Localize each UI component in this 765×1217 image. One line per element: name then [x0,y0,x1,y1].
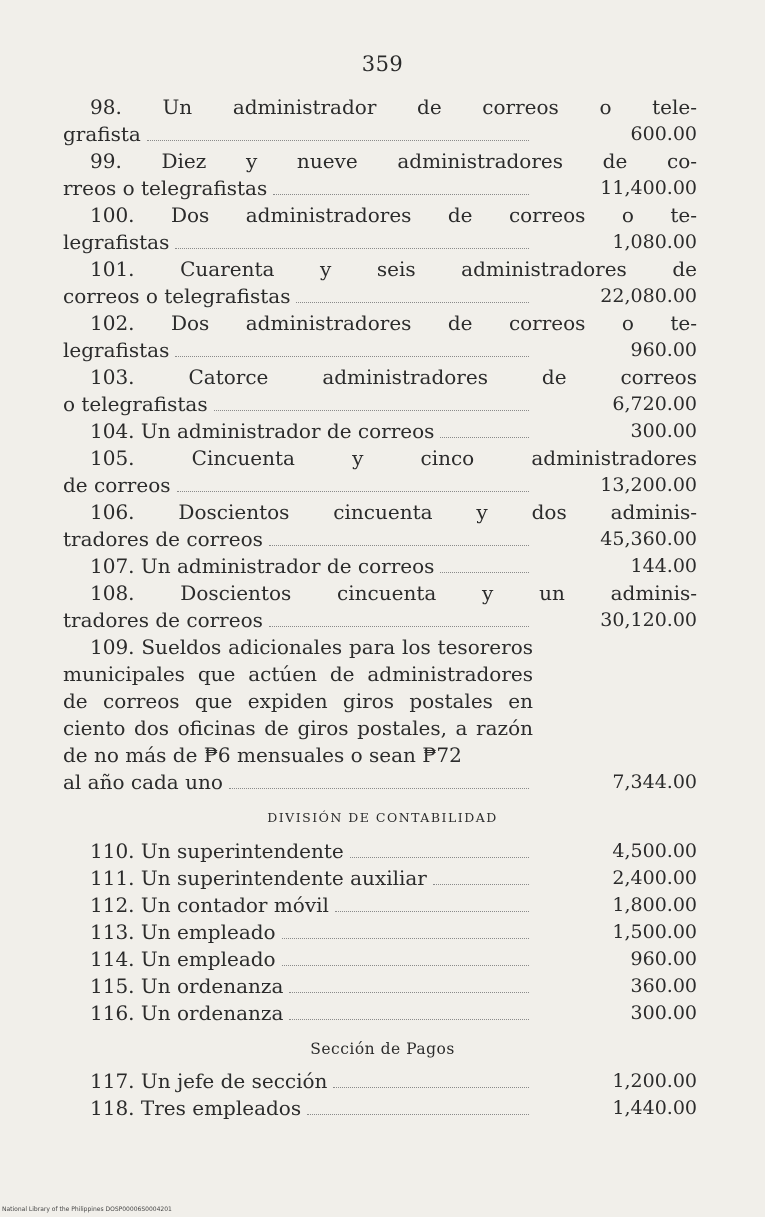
item-line: 118. Tres empleados [90,1096,302,1120]
dot-leader [296,301,529,303]
item-line: 117. Un jefe de sección [90,1069,328,1093]
budget-item-105 [63,445,697,499]
item-line: 105. Cincuenta y cinco administradores [90,446,697,470]
budget-item-113 [63,919,697,946]
item-line: 110. Un superintendente [90,839,344,863]
budget-item-115 [63,973,697,1000]
item-line: legrafistas [63,338,170,362]
budget-item-117 [63,1068,697,1095]
item-amount: 45,360.00 [600,528,697,550]
item-line: de correos [63,473,171,497]
dot-leader [147,139,529,141]
item-line: 99. Diez y nueve administradores de co- [90,149,697,173]
pagos-list [63,1068,697,1122]
dot-leader [269,625,529,627]
dot-leader [307,1113,529,1115]
dot-leader [433,883,529,885]
item-amount: 11,400.00 [600,177,697,199]
item-line: 115. Un ordenanza [90,974,284,998]
budget-item-112 [63,892,697,919]
dot-leader [282,964,529,966]
item-line: 100. Dos administradores de correos o te- [90,203,697,227]
item-amount: 7,344.00 [612,771,697,793]
budget-item-102 [63,310,697,364]
dot-leader [175,355,529,357]
budget-item-107 [63,553,697,580]
item-line: 98. Un administrador de correos o tele- [90,95,697,119]
budget-item-110 [63,838,697,865]
item-amount: 4,500.00 [612,840,697,862]
item-amount: 1,800.00 [612,894,697,916]
item-line: 111. Un superintendente auxiliar [90,866,427,890]
item-amount: 30,120.00 [600,609,697,631]
budget-item-99 [63,148,697,202]
item-line: 108. Doscientos cincuenta y un adminis- [90,581,697,605]
item-line: 104. Un administrador de correos [90,419,435,443]
item-line: tradores de correos [63,608,263,632]
item-line: 106. Doscientos cincuenta y dos adminis- [90,500,697,524]
dot-leader [273,193,529,195]
item-amount: 360.00 [630,975,697,997]
section-heading-contabilidad: DIVISIÓN DE CONTABILIDAD [267,810,498,825]
scan-footer: National Library of the Philippines DOSP00006S0004201 [2,1206,172,1213]
dot-leader [440,436,529,438]
item-amount: 300.00 [630,1002,697,1024]
section-heading-pagos: Sección de Pagos [310,1040,455,1058]
item-line: correos o telegrafistas [63,284,291,308]
dot-leader [350,856,529,858]
dot-leader [269,544,529,546]
item-amount: 6,720.00 [612,393,697,415]
budget-item-98 [63,94,697,148]
budget-item-103 [63,364,697,418]
item-line: 103. Catorce administradores de correos [90,365,697,389]
budget-item-109 [63,634,697,796]
item-amount: 13,200.00 [600,474,697,496]
item-amount: 1,200.00 [612,1070,697,1092]
dot-leader [177,490,530,492]
item-line: 102. Dos administradores de correos o te- [90,311,697,335]
item-line: al año cada uno [63,770,223,794]
budget-item-100 [63,202,697,256]
budget-item-108 [63,580,697,634]
dot-leader [175,247,529,249]
item-amount: 960.00 [630,948,697,970]
budget-item-118 [63,1095,697,1122]
item-line: tradores de correos [63,527,263,551]
budget-item-111 [63,865,697,892]
dot-leader [214,409,529,411]
dot-leader [282,937,529,939]
item-amount: 1,500.00 [612,921,697,943]
item-line: grafista [63,122,141,146]
item-paragraph: 109. Sueldos adicionales para los tesoreros municipales que actúen de administradores de correos que expiden giros postales en ciento dos oficinas de giros postales, a razón de no más de ₱6 mensuales o sean ₱72 [63,635,533,767]
dot-leader [289,1018,529,1020]
item-line: rreos o telegrafistas [63,176,268,200]
dot-leader [229,787,529,789]
item-line: 107. Un administrador de correos [90,554,435,578]
item-amount: 144.00 [630,555,697,577]
item-amount: 2,400.00 [612,867,697,889]
item-amount: 960.00 [630,339,697,361]
item-line: 113. Un empleado [90,920,276,944]
item-amount: 1,440.00 [612,1097,697,1119]
item-line: 112. Un contador móvil [90,893,329,917]
contabilidad-list [63,838,697,1027]
dot-leader [289,991,529,993]
item-line: 116. Un ordenanza [90,1001,284,1025]
budget-item-114 [63,946,697,973]
item-line: 114. Un empleado [90,947,276,971]
item-line: o telegrafistas [63,392,208,416]
item-line: legrafistas [63,230,170,254]
items-block [63,94,697,634]
budget-item-104 [63,418,697,445]
budget-item-116 [63,1000,697,1027]
item-amount: 600.00 [630,123,697,145]
item-amount: 300.00 [630,420,697,442]
budget-item-101 [63,256,697,310]
page-number: 359 [361,52,404,76]
item-amount: 1,080.00 [612,231,697,253]
dot-leader [440,571,529,573]
dot-leader [335,910,529,912]
dot-leader [333,1086,529,1088]
budget-item-106 [63,499,697,553]
item-amount: 22,080.00 [600,285,697,307]
item-line: 101. Cuarenta y seis administradores de [90,257,697,281]
